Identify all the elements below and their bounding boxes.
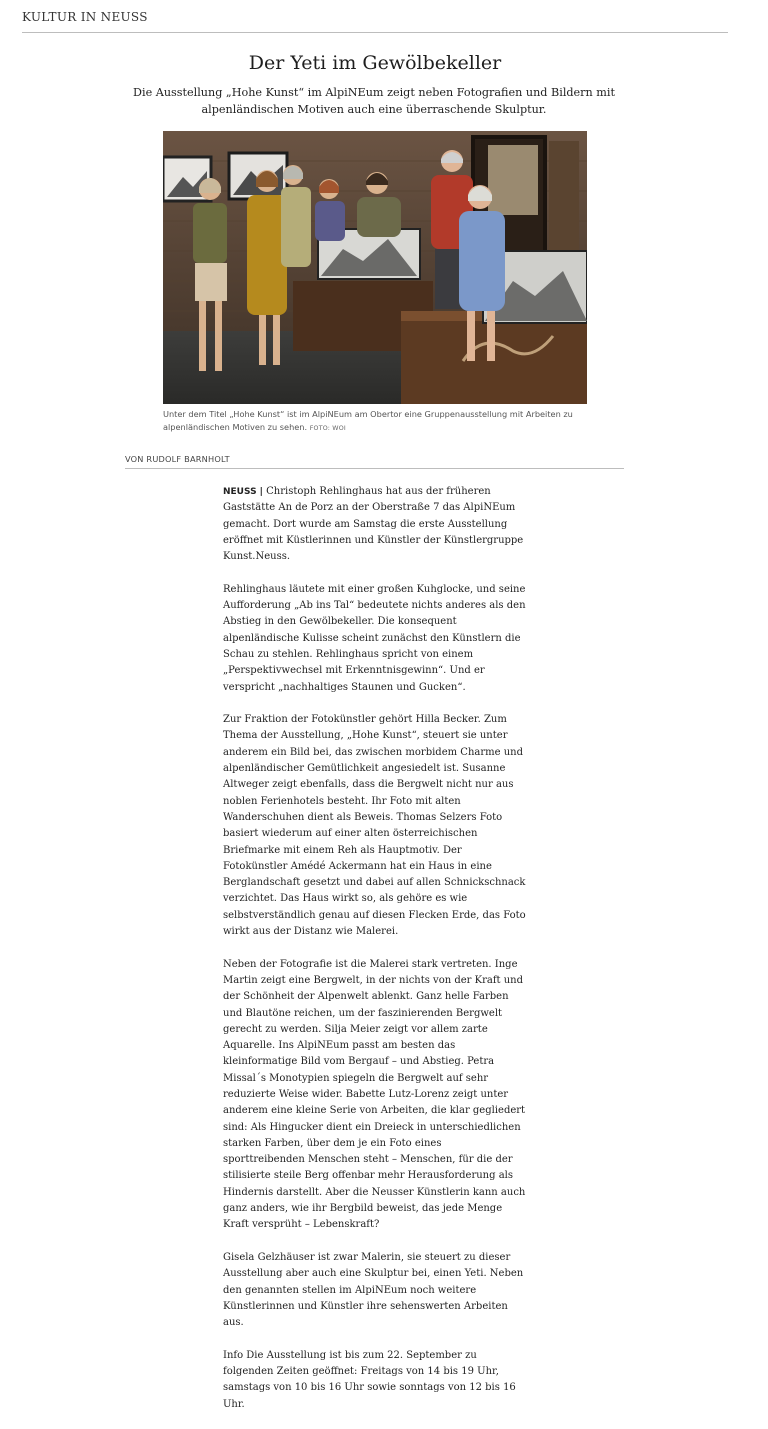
- paragraph-text: Christoph Rehlinghaus hat aus der früheren Gaststätte An de Porz an der Oberstraße 7 das AlpiNEum gemacht. Dort wurde am Samstag die erste Ausstellung eröffnet mit Küstlerinnen und Künstler der Künstlergruppe Kunst.Neuss.: [223, 486, 524, 563]
- paragraph-info: Info Die Ausstellung ist bis zum 22. September zu folgenden Zeiten geöffnet: Freitags von 14 bis 19 Uhr, samstags von 10 bis 16 Uhr sowie sonntags von 12 bis 16 Uhr.: [223, 1349, 516, 1410]
- article-body: [223, 484, 526, 1429]
- article-deck: Die Ausstellung „Hohe Kunst“ im AlpiNEum zeigt neben Fotografien und Bildern mit alpenländischen Motiven auch eine überraschende Skulptur.: [133, 86, 615, 116]
- group-photo: [163, 131, 587, 404]
- byline: VON RUDOLF BARNHOLT: [125, 454, 624, 469]
- paragraph-5: Gisela Gelzhäuser ist zwar Malerin, sie steuert zu dieser Ausstellung aber auch eine Skulptur bei, einen Yeti. Neben den genannten stellen im AlpiNEum noch weitere Künstlerinnen und Künstler ihre sehenswerten Arbeiten aus.: [223, 1251, 524, 1329]
- paragraph-1: [223, 484, 526, 565]
- photo-credit: FOTO: WOI: [309, 425, 346, 432]
- caption-text: Unter dem Titel „Hohe Kunst“ ist im AlpiNEum am Obertor eine Gruppenausstellung mit Arbeiten zu alpenländischen Motiven zu sehen.: [163, 409, 573, 432]
- paragraph-3: Zur Fraktion der Fotokünstler gehört Hilla Becker. Zum Thema der Ausstellung, „Hohe Kunst“, steuert sie unter anderem ein Bild bei, das zwischen morbidem Charme und alpenländischer Gemütlichkeit angesiedelt ist. Susanne Altweger zeigt ebenfalls, dass die Bergwelt nicht nur aus noblen Ferienhotels besteht. Ihr Foto mit alten Wanderschuhen dient als Beweis. Thomas Selzers Foto basiert wiederum auf einer alten österreichischen Briefmarke mit einem Reh als Hauptmotiv. Der Fotokünstler Amédé Ackermann hat ein Haus in eine Berglandschaft gesetzt und dabei auf allen Schnickschnack verzichtet. Das Haus wirkt so, als gehöre es wie selbstverständlich genau auf diesen Flecken Erde, das Foto wirkt aus der Distanz wie Malerei.: [223, 714, 526, 938]
- paragraph-2: Rehlinghaus läutete mit einer großen Kuhglocke, und seine Aufforderung „Ab ins Tal“ bedeutete nichts anderes als den Abstieg in den Gewölbekeller. Die konsequent alpenländische Kulisse scheint zunächst den Künstlern die Schau zu stehlen. Rehlinghaus spricht von einem „Perspektivwechsel mit Erkenntnisgewinn“. Und er verspricht „nachhaltiges Staunen und Gucken“.: [223, 583, 526, 693]
- paragraph-4: Neben der Fotografie ist die Malerei stark vertreten. Inge Martin zeigt eine Bergwelt, in der nichts von der Kraft und der Schönheit der Alpenwelt ablenkt. Ganz helle Farben und Blautöne reichen, um der faszinierenden Bergwelt gerecht zu werden. Silja Meier zeigt vor allem zarte Aquarelle. Ins AlpiNEum passt am besten das kleinformatige Bild vom Bergauf – und Abstieg. Petra Missal´s Monotypien spiegeln die Bergwelt auf sehr reduzierte Weise wider. Babette Lutz-Lorenz zeigt unter anderem eine kleine Serie von Arbeiten, die klar gegliedert sind: Als Hingucker dient ein Dreieck in unterschiedlichen starken Farben, über dem je ein Foto eines sporttreibenden Menschen steht – Menschen, für die der stilisierte steile Berg offenbar mehr Herausforderung als Hindernis darstellt. Aber die Neusser Künstlerin kann auch ganz anders, wie ihr Bergbild beweist, das jede Menge Kraft versprüht – Lebenskraft?: [223, 958, 526, 1231]
- dateline: NEUSS |: [223, 487, 263, 497]
- article-headline: Der Yeti im Gewölbekeller: [248, 52, 502, 74]
- photo-caption: [163, 408, 593, 435]
- section-label: KULTUR IN NEUSS: [22, 10, 728, 33]
